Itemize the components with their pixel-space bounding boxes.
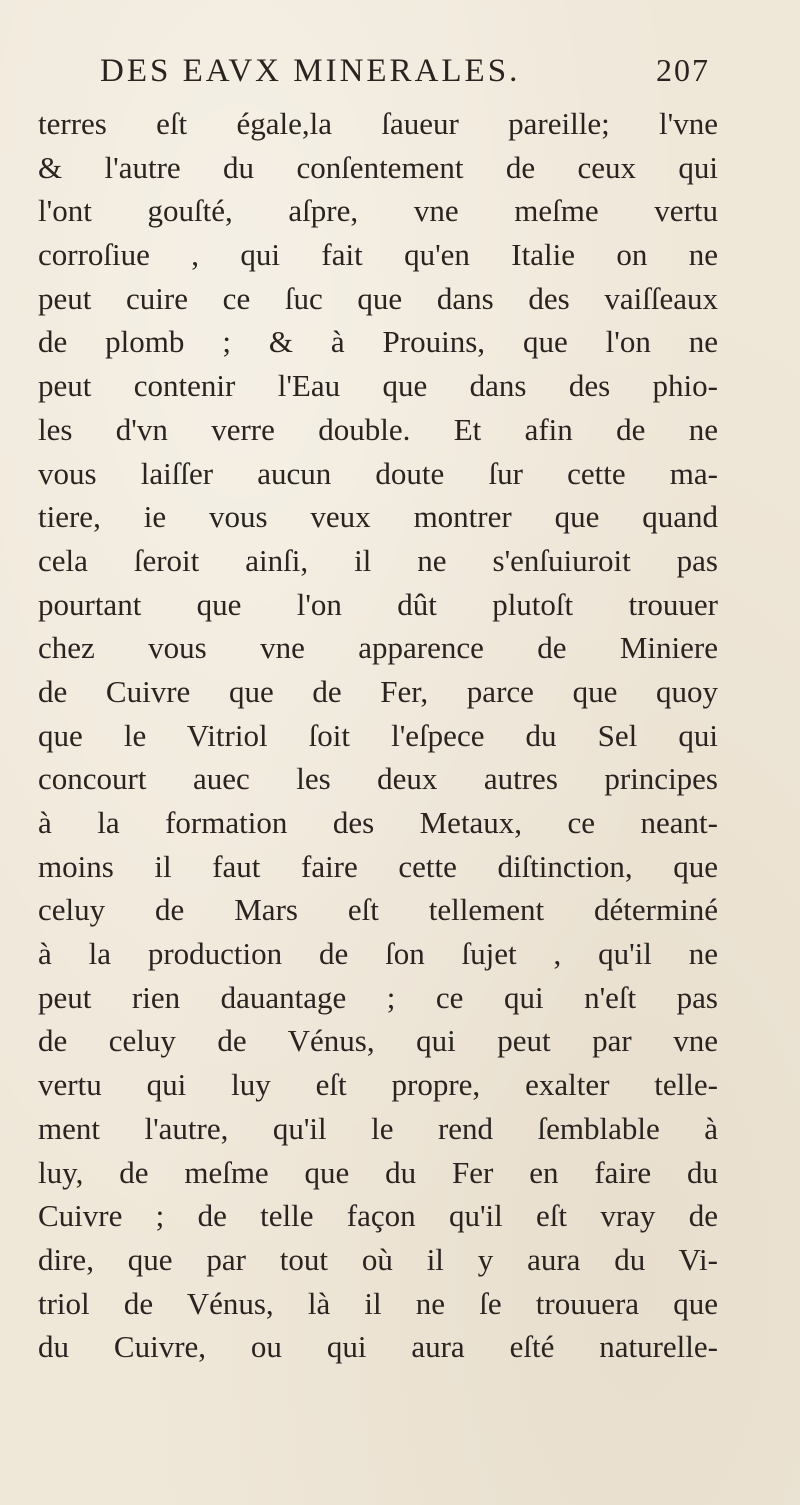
text-line: du Cuivre, ou qui aura eſté naturelle- xyxy=(38,1329,718,1365)
text-line: & l'autre du conſentement de ceux qui xyxy=(38,149,718,185)
page-number: 207 xyxy=(656,52,710,88)
text-line: pourtant que l'on dût plutoſt trouuer xyxy=(38,586,718,622)
text-line: vertu qui luy eſt propre, exalter telle- xyxy=(38,1067,718,1103)
text-line: de celuy de Vénus, qui peut par vne xyxy=(38,1023,718,1059)
running-head xyxy=(100,52,710,100)
text-line: chez vous vne apparence de Miniere xyxy=(38,630,718,666)
text-line: peut cuire ce ſuc que dans des vaiſſeaux xyxy=(38,280,718,316)
text-line: que le Vitriol ſoit l'eſpece du Sel qui xyxy=(38,717,718,753)
text-line: peut rien dauantage ; ce qui n'eſt pas xyxy=(38,979,718,1015)
text-line: luy, de meſme que du Fer en faire du xyxy=(38,1154,718,1190)
text-line: l'ont gouſté, aſpre, vne meſme vertu xyxy=(38,193,718,229)
text-line: Cuivre ; de telle façon qu'il eſt vray de xyxy=(38,1198,718,1234)
text-line: de plomb ; & à Prouins, que l'on ne xyxy=(38,324,718,360)
text-line: cela ſeroit ainſi, il ne s'enſuiuroit pas xyxy=(38,542,718,578)
text-line: celuy de Mars eſt tellement déterminé xyxy=(38,892,718,928)
text-line: les d'vn verre double. Et afin de ne xyxy=(38,411,718,447)
text-line: ment l'autre, qu'il le rend ſemblable à xyxy=(38,1110,718,1146)
text-line: vous laiſſer aucun doute ſur cette ma- xyxy=(38,455,718,491)
text-line: terres eſt égale,la ſaueur pareille; l'vne xyxy=(38,106,718,141)
text-line: triol de Vénus, là il ne ſe trouuera que xyxy=(38,1285,718,1321)
body-text xyxy=(38,102,718,1369)
text-line: moins il faut faire cette diſtinction, que xyxy=(38,848,718,884)
text-line: peut contenir l'Eau que dans des phio- xyxy=(38,368,718,404)
text-line: corroſiue , qui fait qu'en Italie on ne xyxy=(38,237,718,273)
running-title: DES EAVX MINERALES. xyxy=(100,53,521,89)
text-line: dire, que par tout où il y aura du Vi- xyxy=(38,1241,718,1277)
text-line: à la formation des Metaux, ce neant- xyxy=(38,805,718,840)
text-line: à la production de ſon ſujet , qu'il ne xyxy=(38,936,718,972)
text-line: de Cuivre que de Fer, parce que quoy xyxy=(38,673,718,709)
text-line: tiere, ie vous veux montrer que quand xyxy=(38,499,718,535)
text-line: concourt auec les deux autres principes xyxy=(38,761,718,797)
